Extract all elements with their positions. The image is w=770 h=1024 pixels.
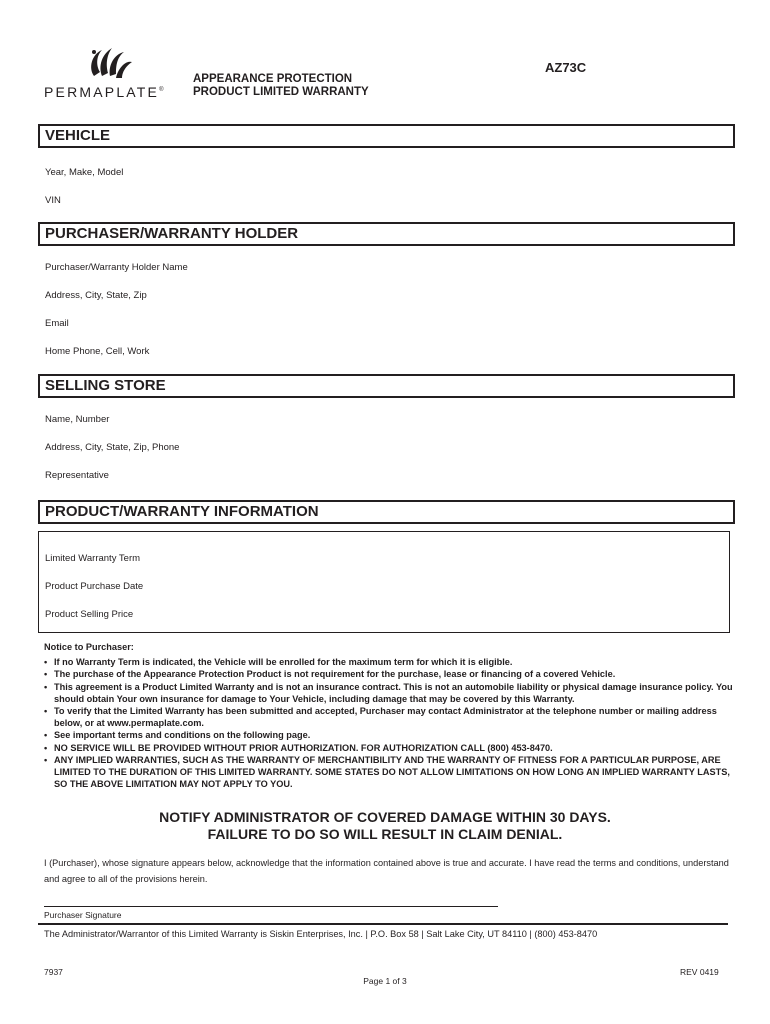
notice-to-purchaser xyxy=(44,641,734,790)
document-title: APPEARANCE PROTECTION PRODUCT LIMITED WARRANTY xyxy=(193,73,369,98)
year-make-model-field[interactable]: Year, Make, Model xyxy=(45,167,124,178)
purchaser-name-field[interactable]: Purchaser/Warranty Holder Name xyxy=(45,262,188,273)
signature-label: Purchaser Signature xyxy=(44,910,122,920)
purchaser-section-header: PURCHASER/WARRANTY HOLDER xyxy=(38,222,735,246)
divider xyxy=(38,923,728,925)
revision-code: REV 0419 xyxy=(680,967,719,977)
selling-price-field[interactable]: Product Selling Price xyxy=(45,609,134,620)
notice-title: Notice to Purchaser: xyxy=(44,642,134,652)
purchase-date-field[interactable]: Product Purchase Date xyxy=(45,581,144,592)
brand-name: PERMAPLATE® xyxy=(44,84,164,100)
form-code: AZ73C xyxy=(545,60,587,75)
purchaser-email-field[interactable]: Email xyxy=(45,318,69,329)
vehicle-section-header: VEHICLE xyxy=(38,124,735,148)
notice-item: • To verify that the Limited Warranty has been submitted and accepted, Purchaser may contact Administrator at the telephone number or mailing address below, or at www.permaplate.com. xyxy=(44,705,734,729)
store-address-field[interactable]: Address, City, State, Zip, Phone xyxy=(45,442,180,453)
page-number: Page 1 of 3 xyxy=(363,976,407,986)
vin-field[interactable]: VIN xyxy=(45,195,61,206)
purchaser-address-field[interactable]: Address, City, State, Zip xyxy=(45,290,147,301)
product-warranty-section-header: PRODUCT/WARRANTY INFORMATION xyxy=(38,500,735,524)
acknowledgement-text: I (Purchaser), whose signature appears below, acknowledge that the information contained above is true and accurate. I have read the terms and conditions, understand and agree to all of the provisions herein. xyxy=(44,858,729,884)
notice-item: • The purchase of the Appearance Protection Product is not requirement for the purchase, lease or financing of a covered Vehicle. xyxy=(44,668,734,680)
store-representative-field[interactable]: Representative xyxy=(45,470,109,481)
form-number: 7937 xyxy=(44,967,63,977)
purchaser-phone-field[interactable]: Home Phone, Cell, Work xyxy=(45,346,150,357)
selling-store-section-header: SELLING STORE xyxy=(38,374,735,398)
notice-item: • This agreement is a Product Limited Warranty and is not an insurance contract. This is not an automobile liability or physical damage insurance policy. You should obtain Your own insurance for damage to Your Vehicle, including damage that may be covered by this Warranty. xyxy=(44,681,734,705)
notice-item: • See important terms and conditions on the following page. xyxy=(44,729,734,741)
notice-item: • ANY IMPLIED WARRANTIES, SUCH AS THE WARRANTY OF MERCHANTIBILITY AND THE WARRANTY OF FITNESS FOR A PARTICULAR PURPOSE, ARE LIMITED TO THE DURATION OF THIS LIMITED WARRANTY. SOME STATES DO NOT ALLOW LIMITATIONS ON HOW LONG AN IMPLIED WARRANTY LASTS, SO THE ABOVE LIMITATION MAY NOT APPLY TO YOU. xyxy=(44,754,734,791)
notify-administrator-warning: NOTIFY ADMINISTRATOR OF COVERED DAMAGE WITHIN 30 DAYS. FAILURE TO DO SO WILL RESULT IN CLAIM DENIAL. xyxy=(159,809,611,842)
notice-item: • If no Warranty Term is indicated, the Vehicle will be enrolled for the maximum term for which it is eligible. xyxy=(44,656,734,668)
warranty-term-field[interactable]: Limited Warranty Term xyxy=(45,553,141,564)
store-name-field[interactable]: Name, Number xyxy=(45,414,110,425)
swirl-logo-icon xyxy=(86,46,134,82)
signature-line[interactable] xyxy=(44,906,498,907)
administrator-info: The Administrator/Warrantor of this Limited Warranty is Siskin Enterprises, Inc. | P.O. Box 58 | Salt Lake City, UT 84110 | (800) 453-8470 xyxy=(44,929,598,939)
notice-item: • NO SERVICE WILL BE PROVIDED WITHOUT PRIOR AUTHORIZATION. FOR AUTHORIZATION CALL (800) 453-8470. xyxy=(44,742,734,754)
